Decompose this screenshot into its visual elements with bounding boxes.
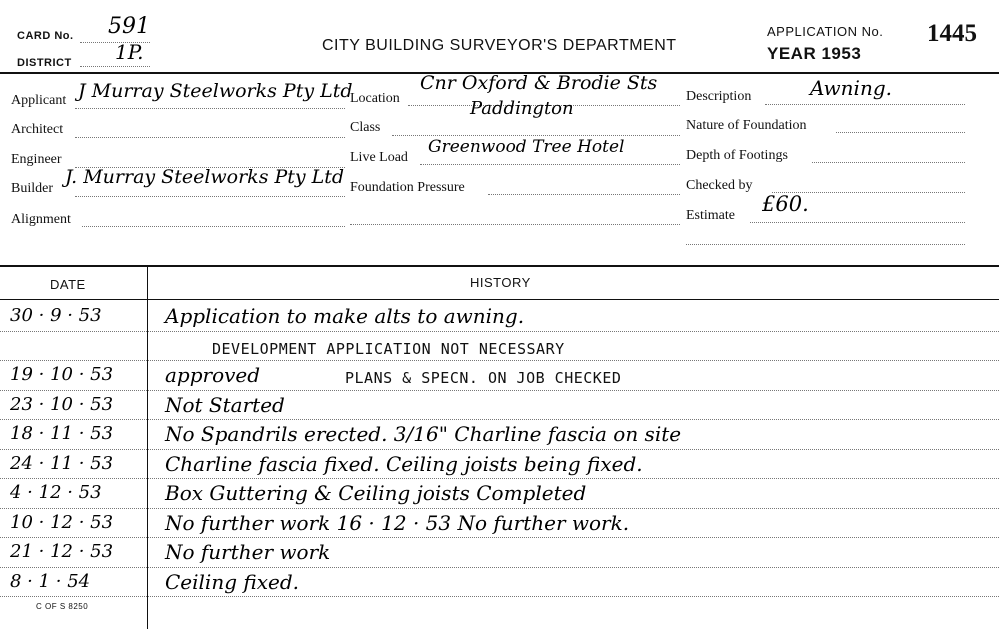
district-line: [80, 66, 150, 67]
row-history: No further work 16 · 12 · 53 No further work.: [165, 510, 630, 535]
class-label: Class: [350, 120, 381, 135]
architect-line: [75, 137, 345, 138]
table-top-rule: [0, 265, 999, 267]
location-value-2: Paddington: [470, 98, 574, 119]
live-load-line: [420, 164, 680, 165]
table-row-rule: [0, 508, 999, 509]
row-date: 30 · 9 · 53: [10, 305, 102, 326]
table-row-rule: [0, 567, 999, 568]
description-label: Description: [686, 89, 752, 104]
architect-label: Architect: [11, 122, 64, 137]
district-value: 1P.: [115, 40, 144, 64]
row-date: 4 · 12 · 53: [10, 482, 102, 503]
estimate-label: Estimate: [686, 208, 735, 223]
row-history: Charline fascia fixed. Ceiling joists being fixed.: [165, 451, 643, 476]
table-row-rule: [0, 360, 999, 361]
application-no-value: 1445: [927, 20, 977, 47]
applicant-label: Applicant: [11, 93, 67, 108]
row-history: Application to make alts to awning.: [165, 304, 525, 328]
estimate-value: £60.: [762, 192, 809, 216]
row-history: Box Guttering & Ceiling joists Completed: [165, 481, 587, 505]
row-history-stamp: PLANS & SPECN. ON JOB CHECKED: [345, 369, 622, 387]
department-title: CITY BUILDING SURVEYOR'S DEPARTMENT: [322, 37, 677, 54]
history-column-header: HISTORY: [470, 275, 531, 290]
row-date: 8 · 1 · 54: [10, 570, 91, 592]
builder-line: [75, 196, 345, 197]
row-history: No Spandrils erected. 3/16" Charline fascia on site: [165, 422, 682, 446]
live-load-value: Greenwood Tree Hotel: [428, 137, 625, 157]
builder-label: Builder: [11, 181, 53, 196]
district-label: DISTRICT: [17, 57, 72, 69]
depth-of-footings-label: Depth of Footings: [686, 148, 788, 163]
location-value: Cnr Oxford & Brodie Sts: [420, 72, 658, 94]
row-date: 23 · 10 · 53: [10, 393, 114, 415]
foundation-pressure-line: [488, 194, 680, 195]
row-history: approved: [165, 363, 261, 387]
row-date: 10 · 12 · 53: [10, 511, 114, 533]
description-line: [765, 104, 965, 105]
description-value: Awning.: [810, 76, 892, 100]
row-date: 21 · 12 · 53: [10, 541, 114, 562]
row-date: 18 · 11 · 53: [10, 423, 114, 444]
applicant-value: J Murray Steelworks Pty Ltd: [78, 80, 353, 102]
middle-extra-line: [350, 224, 680, 225]
table-header-rule: [0, 299, 999, 300]
nature-line: [836, 132, 965, 133]
table-row-rule: [0, 331, 999, 332]
year-label: YEAR 1953: [767, 44, 862, 63]
card-no-value: 591: [108, 14, 150, 39]
location-label: Location: [350, 91, 400, 106]
table-column-divider: [147, 265, 148, 629]
application-no-label: APPLICATION No.: [767, 24, 884, 39]
table-row-rule: [0, 537, 999, 538]
class-line: [392, 135, 680, 136]
table-row-rule: [0, 596, 999, 597]
table-row-rule: [0, 390, 999, 391]
applicant-line: [75, 108, 345, 109]
alignment-label: Alignment: [11, 212, 71, 227]
engineer-label: Engineer: [11, 152, 62, 167]
table-row-rule: [0, 449, 999, 450]
form-code: C OF S 8250: [36, 602, 89, 611]
row-history-stamp: DEVELOPMENT APPLICATION NOT NECESSARY: [212, 339, 565, 358]
table-row-rule: [0, 419, 999, 420]
right-extra-line: [686, 244, 965, 245]
row-history: Ceiling fixed.: [165, 569, 299, 594]
row-date: 24 · 11 · 53: [10, 452, 114, 474]
live-load-label: Live Load: [350, 150, 408, 165]
nature-of-foundation-label: Nature of Foundation: [686, 118, 807, 133]
alignment-line: [82, 226, 345, 227]
table-row-rule: [0, 478, 999, 479]
estimate-line: [750, 222, 965, 223]
foundation-pressure-label: Foundation Pressure: [350, 180, 465, 195]
builder-value: J. Murray Steelworks Pty Ltd: [65, 166, 345, 188]
depth-line: [812, 162, 965, 163]
date-column-header: DATE: [50, 277, 86, 292]
row-history: Not Started: [165, 392, 285, 417]
row-history: No further work: [165, 540, 331, 564]
checked-by-label: Checked by: [686, 178, 753, 193]
card-no-label: CARD No.: [17, 30, 74, 42]
row-date: 19 · 10 · 53: [10, 364, 114, 385]
